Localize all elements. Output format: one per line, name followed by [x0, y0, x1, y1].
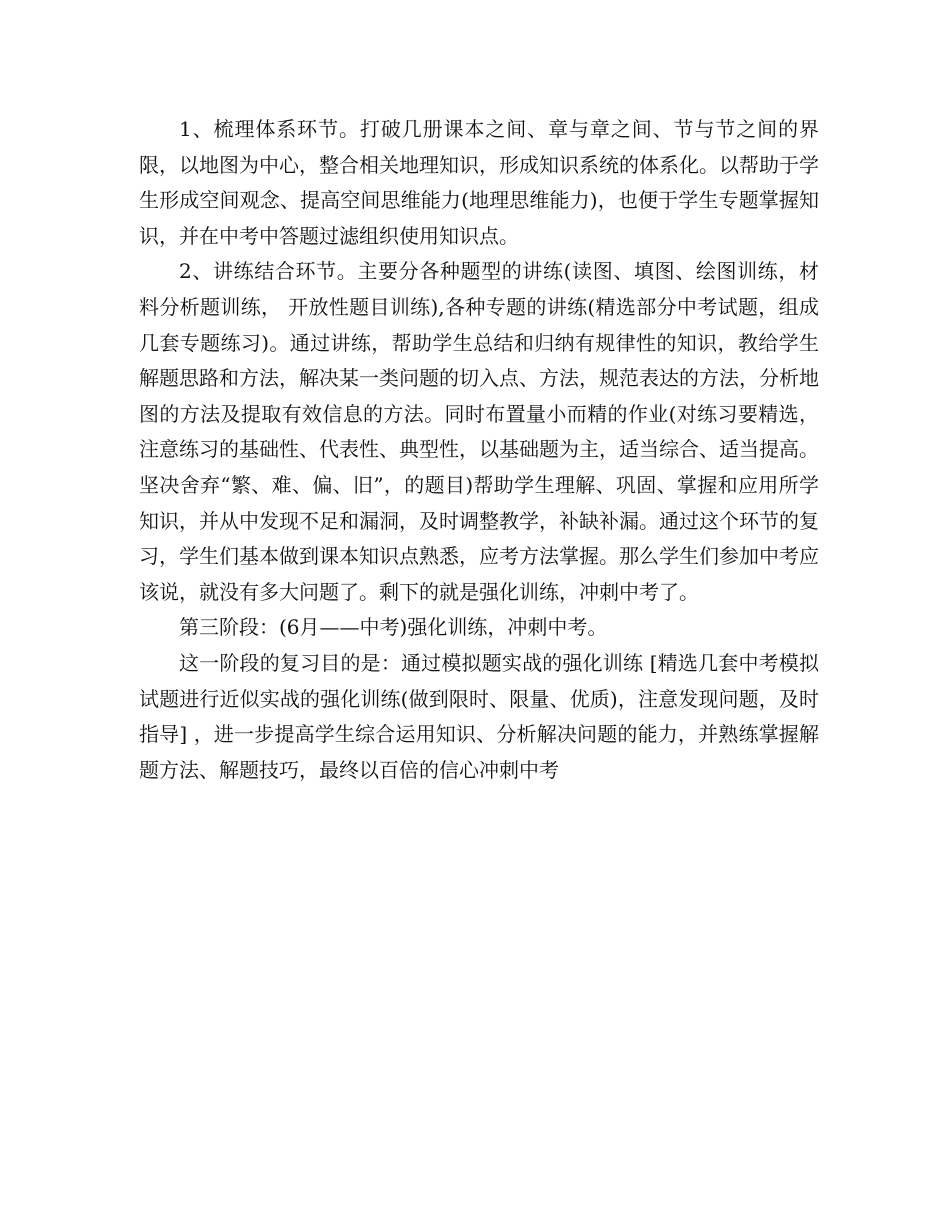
paragraph-review-system: 1、梳理体系环节。打破几册课本之间、章与章之间、节与节之间的界限，以地图为中心，整合相关地理知识，形成知识系统的体系化。以帮助于学生形成空间观念、提高空间思维能力(地理思维能力)，也便于学生专题掌握知识，并在中考中答题过滤组织使用知识点。: [139, 117, 819, 248]
paragraph-stage-three-heading: 第三阶段：(6月——中考)强化训练，冲刺中考。: [179, 615, 608, 640]
paragraph-practice-combined: 2、讲练结合环节。主要分各种题型的讲练(读图、填图、绘图训练，材料分析题训练， 开放性题目训练),各种专题的讲练(精选部分中考试题，组成几套专题练习)。通过讲练，帮助学生总结和归纳有规律性的知识，教给学生解题思路和方法，解决某一类问题的切入点、方法，规范表达的方法，分析地图的方法及提取有效信息的方法。同时布置量小而精的作业(对练习要精选，注意练习的基础性、代表性、典型性，以基础题为主，适当综合、适当提高。坚决舍弃“繁、难、偏、旧”，的题目)帮助学生理解、巩固、掌握和应用所学知识，并从中发现不足和漏洞，及时调整教学，补缺补漏。通过这个环节的复习，学生们基本做到课本知识点熟悉，应考方法掌握。那么学生们参加中考应该说，就没有多大问题了。剩下的就是强化训练，冲刺中考了。: [139, 259, 819, 604]
document-body: [139, 112, 819, 788]
paragraph-stage-three-goal: 这一阶段的复习目的是：通过模拟题实战的强化训练 [精选几套中考模拟试题进行近似实战的强化训练(做到限时、限量、优质)，注意发现问题，及时指导] ，进一步提高学生综合运用知识、分析解决问题的能力，并熟练掌握解题方法、解题技巧，最终以百倍的信心冲刺中考: [139, 650, 819, 782]
